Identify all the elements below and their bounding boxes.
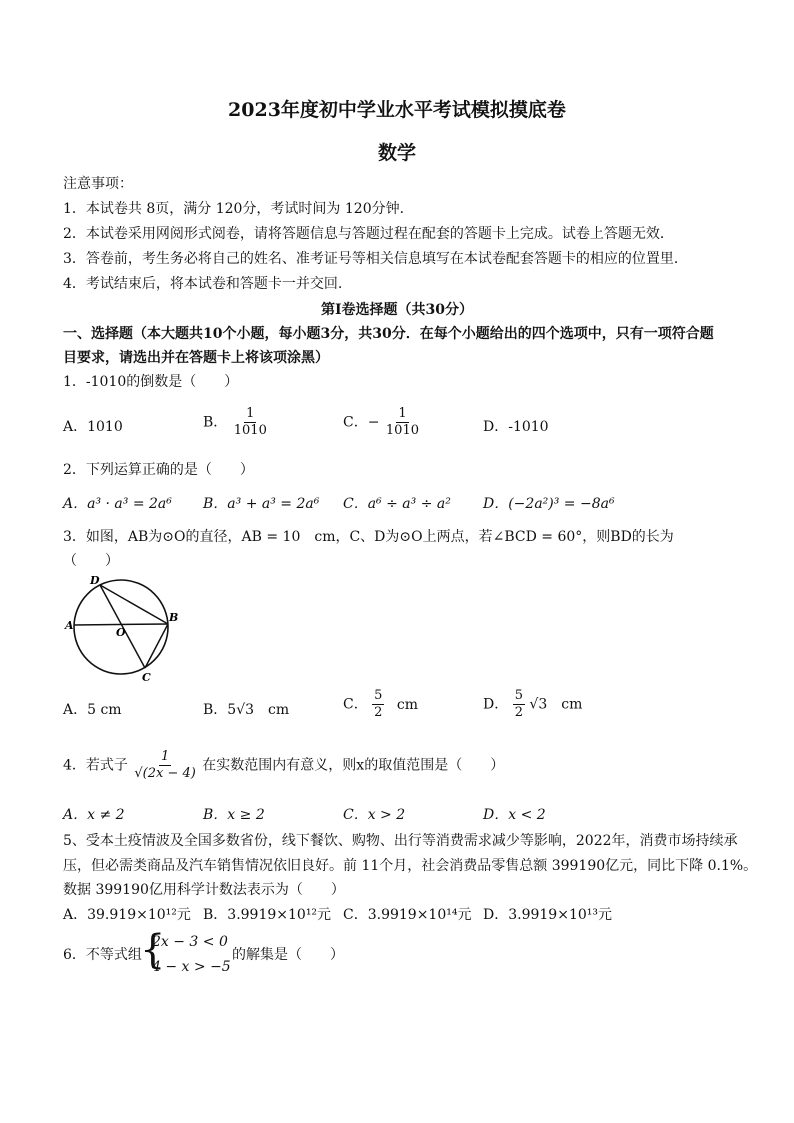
q5-option-a: A．39.919×10¹²元 — [63, 907, 191, 923]
q4-option-d: D．x < 2 — [483, 807, 546, 823]
question-1-stem: 1．-1010的倒数是（ ） — [63, 374, 239, 390]
option-rest: √3 cm — [529, 696, 583, 713]
note-item: 4．考试结束后，将本试卷和答题卡一并交回. — [63, 276, 343, 292]
q1-option-a: A．1010 — [63, 419, 123, 435]
q2-option-c: C．a⁶ ÷ a³ ÷ a² — [343, 496, 451, 512]
q5-option-b: B．3.9919×10¹²元 — [203, 907, 332, 923]
q3-option-c — [343, 688, 418, 721]
question-5-stem-cont: 压，但必需类商品及汽车销售情况依旧良好。前 11个月，社会消费品零售总额 399190亿元，同比下降 0.1%。 — [63, 858, 758, 874]
q1-option-b — [203, 406, 269, 439]
q4-option-b: B．x ≥ 2 — [203, 807, 265, 823]
question-4-stem — [63, 749, 504, 782]
note-item: 2．本试卷采用网阅形式阅卷，请将答题信息与答题过程在配套的答题卡上完成。试卷上答题无效． — [63, 226, 674, 242]
q4-option-a: A．x ≠ 2 — [63, 807, 125, 823]
label-b: B — [169, 611, 179, 624]
label-d: D — [90, 574, 100, 587]
inequality-2: 4 − x > −5 — [152, 959, 231, 975]
numerator: 1 — [246, 406, 255, 421]
option-label: B． — [203, 414, 228, 431]
q2-option-d: D．(−2a²)³ = −8a⁶ — [483, 496, 615, 512]
q4-option-c: C．x > 2 — [343, 807, 406, 823]
subject-title: 数学 — [377, 142, 416, 164]
q3-option-b: B．5√3 cm — [203, 702, 290, 718]
q3-option-d — [483, 688, 582, 721]
section-instruction-cont: 目要求，请选出并在答题卡上将该项涂黑） — [63, 350, 329, 366]
denominator: 1010 — [233, 423, 267, 438]
q2-option-b: B．a³ + a³ = 2a⁶ — [203, 496, 320, 512]
q3-option-a: A．5 cm — [63, 702, 122, 718]
notes-heading: 注意事项： — [63, 176, 133, 192]
option-label: C．− — [343, 414, 380, 431]
q1-option-d: D．-1010 — [483, 419, 549, 435]
inequality-1: 2x − 3 < 0 — [152, 934, 228, 950]
question-3-stem: 3．如图，AB为⊙O的直径，AB = 10 cm，C、D为⊙O上两点，若∠BCD = 60°，则BD的长为 — [63, 529, 674, 545]
numerator: 5 — [374, 688, 383, 703]
option-label: D． — [483, 696, 509, 713]
fraction — [132, 749, 197, 782]
denominator: 2 — [514, 705, 523, 720]
question-5-stem: 5、受本土疫情波及全国多数省份，线下餐饮、购物、出行等消费需求减少等影响，2022年，消费市场持续承 — [63, 833, 738, 849]
stem-text: 4．若式子 — [63, 757, 128, 774]
question-6-stem-cont: 的解集是（ ） — [232, 947, 344, 963]
label-a: A — [65, 619, 74, 632]
section-instruction: 一、选择题（本大题共10个小题，每小题3分，共30分．在每个小题给出的四个选项中，只有一项符合题 — [63, 326, 714, 342]
label-o: O — [116, 626, 126, 639]
note-item: 3．答卷前，考生务必将自己的姓名、准考证号等相关信息填写在本试卷配套答题卡的相应的位置里． — [63, 251, 688, 267]
fraction — [513, 688, 525, 721]
page-title: 2023年度初中学业水平考试模拟摸底卷 — [228, 99, 566, 121]
label-c: C — [142, 671, 151, 684]
q5-option-c: C．3.9919×10¹⁴元 — [343, 907, 472, 923]
unit: cm — [396, 696, 419, 713]
stem-text: 在实数范围内有意义，则x的取值范围是（ ） — [202, 757, 505, 774]
denominator: 2 — [374, 705, 383, 720]
q2-option-a: A．a³ · a³ = 2a⁶ — [63, 496, 172, 512]
question-2-stem: 2．下列运算正确的是（ ） — [63, 462, 254, 478]
fraction — [372, 688, 384, 721]
numerator: 5 — [514, 688, 523, 703]
question-6-stem: 6．不等式组 — [63, 947, 142, 963]
q1-option-c — [343, 406, 421, 439]
note-item: 1．本试卷共 8页，满分 120分，考试时间为 120分钟． — [63, 201, 414, 217]
fraction — [384, 406, 421, 439]
circle-figure — [62, 572, 182, 684]
numerator: 1 — [160, 749, 170, 764]
question-3-stem-cont: （ ） — [63, 553, 119, 569]
section-heading: 第Ⅰ卷选择题（共30分） — [320, 302, 474, 318]
denominator: 1010 — [385, 423, 419, 438]
numerator: 1 — [398, 406, 407, 421]
denominator: √(2x − 4) — [134, 766, 196, 781]
brace-icon: { — [140, 927, 166, 973]
option-label: C． — [343, 696, 368, 713]
q5-option-d: D．3.9919×10¹³元 — [483, 907, 612, 923]
question-5-stem-cont: 数据 399190亿用科学计数法表示为（ ） — [63, 882, 345, 898]
fraction — [232, 406, 269, 439]
